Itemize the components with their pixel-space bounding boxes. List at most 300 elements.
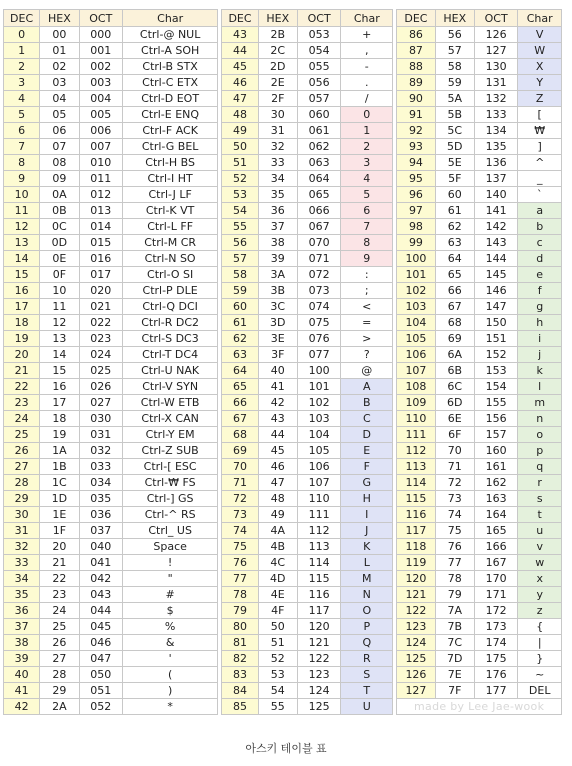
cell-dec: 0: [4, 27, 40, 43]
header-hex: HEX: [258, 10, 297, 27]
cell-char: Ctrl-K VT: [123, 203, 218, 219]
cell-dec: 50: [222, 139, 258, 155]
table-row: [4, 411, 562, 427]
cell-hex: 2E: [258, 75, 297, 91]
cell-hex: 4B: [258, 539, 297, 555]
cell-hex: 64: [435, 251, 474, 267]
cell-dec: 52: [222, 171, 258, 187]
cell-oct: 021: [79, 299, 122, 315]
cell-oct: 045: [79, 619, 122, 635]
cell-hex: 57: [435, 43, 474, 59]
cell-oct: 030: [79, 411, 122, 427]
cell-char: Ctrl-H BS: [123, 155, 218, 171]
cell-oct: 145: [474, 267, 517, 283]
cell-dec: 84: [222, 683, 258, 699]
table-row: [4, 699, 562, 715]
cell-char: *: [123, 699, 218, 715]
cell-oct: 025: [79, 363, 122, 379]
cell-dec: 22: [4, 379, 40, 395]
cell-dec: 83: [222, 667, 258, 683]
cell-dec: 9: [4, 171, 40, 187]
cell-hex: 66: [435, 283, 474, 299]
cell-hex: 34: [258, 171, 297, 187]
cell-dec: 51: [222, 155, 258, 171]
cell-char: ?: [341, 347, 393, 363]
cell-char: Ctrl-Z SUB: [123, 443, 218, 459]
cell-oct: 170: [474, 571, 517, 587]
cell-char: X: [518, 59, 562, 75]
cell-hex: 5D: [435, 139, 474, 155]
cell-oct: 137: [474, 171, 517, 187]
cell-hex: 79: [435, 587, 474, 603]
cell-dec: 114: [397, 475, 435, 491]
cell-oct: 177: [474, 683, 517, 699]
cell-char: #: [123, 587, 218, 603]
cell-char: H: [341, 491, 393, 507]
cell-hex: 40: [258, 363, 297, 379]
cell-hex: 2A: [40, 699, 79, 715]
cell-hex: 43: [258, 411, 297, 427]
cell-oct: 114: [297, 555, 340, 571]
cell-hex: 62: [435, 219, 474, 235]
cell-dec: 40: [4, 667, 40, 683]
cell-hex: 09: [40, 171, 79, 187]
cell-oct: 052: [79, 699, 122, 715]
cell-char: Y: [518, 75, 562, 91]
cell-hex: 1F: [40, 523, 79, 539]
cell-hex: 55: [258, 699, 297, 715]
cell-oct: 061: [297, 123, 340, 139]
cell-hex: 1A: [40, 443, 79, 459]
header-char: Char: [341, 10, 393, 27]
cell-char: W: [518, 43, 562, 59]
cell-dec: 27: [4, 459, 40, 475]
cell-oct: 010: [79, 155, 122, 171]
cell-dec: 65: [222, 379, 258, 395]
cell-dec: 15: [4, 267, 40, 283]
cell-oct: 060: [297, 107, 340, 123]
table-row: [4, 379, 562, 395]
cell-dec: 20: [4, 347, 40, 363]
cell-hex: 73: [435, 491, 474, 507]
cell-char: +: [341, 27, 393, 43]
cell-oct: 055: [297, 59, 340, 75]
cell-dec: 94: [397, 155, 435, 171]
cell-hex: 39: [258, 251, 297, 267]
cell-hex: 76: [435, 539, 474, 555]
cell-oct: 056: [297, 75, 340, 91]
cell-hex: 70: [435, 443, 474, 459]
cell-char: s: [518, 491, 562, 507]
cell-hex: 63: [435, 235, 474, 251]
table-row: [4, 363, 562, 379]
cell-hex: 58: [435, 59, 474, 75]
cell-oct: 077: [297, 347, 340, 363]
cell-dec: 95: [397, 171, 435, 187]
table-row: [4, 235, 562, 251]
cell-hex: 41: [258, 379, 297, 395]
cell-hex: 6A: [435, 347, 474, 363]
cell-oct: 123: [297, 667, 340, 683]
cell-hex: 15: [40, 363, 79, 379]
cell-dec: 41: [4, 683, 40, 699]
cell-hex: 6C: [435, 379, 474, 395]
cell-hex: 0A: [40, 187, 79, 203]
cell-char: [: [518, 107, 562, 123]
table-row: [4, 315, 562, 331]
cell-dec: 17: [4, 299, 40, 315]
cell-dec: 33: [4, 555, 40, 571]
cell-dec: 88: [397, 59, 435, 75]
cell-char: m: [518, 395, 562, 411]
cell-oct: 000: [79, 27, 122, 43]
cell-dec: 102: [397, 283, 435, 299]
cell-dec: 3: [4, 75, 40, 91]
cell-hex: 53: [258, 667, 297, 683]
cell-hex: 0E: [40, 251, 79, 267]
cell-char: Ctrl-F ACK: [123, 123, 218, 139]
cell-char: o: [518, 427, 562, 443]
cell-char: Ctrl-I HT: [123, 171, 218, 187]
cell-oct: 125: [297, 699, 340, 715]
cell-oct: 032: [79, 443, 122, 459]
cell-char: j: [518, 347, 562, 363]
table-row: [4, 635, 562, 651]
cell-dec: 75: [222, 539, 258, 555]
cell-oct: 012: [79, 187, 122, 203]
cell-char: N: [341, 587, 393, 603]
table-row: [4, 347, 562, 363]
cell-dec: 104: [397, 315, 435, 331]
cell-char: |: [518, 635, 562, 651]
cell-oct: 154: [474, 379, 517, 395]
cell-oct: 120: [297, 619, 340, 635]
table-row: [4, 299, 562, 315]
cell-dec: 30: [4, 507, 40, 523]
cell-char: h: [518, 315, 562, 331]
cell-hex: 7F: [435, 683, 474, 699]
cell-char: c: [518, 235, 562, 251]
cell-dec: 34: [4, 571, 40, 587]
cell-oct: 064: [297, 171, 340, 187]
cell-char: _: [518, 171, 562, 187]
cell-dec: 21: [4, 363, 40, 379]
cell-oct: 075: [297, 315, 340, 331]
cell-hex: 65: [435, 267, 474, 283]
cell-oct: 022: [79, 315, 122, 331]
cell-dec: 43: [222, 27, 258, 43]
cell-oct: 166: [474, 539, 517, 555]
cell-char: ;: [341, 283, 393, 299]
cell-hex: 56: [435, 27, 474, 43]
header-oct: OCT: [297, 10, 340, 27]
cell-oct: 031: [79, 427, 122, 443]
cell-dec: 77: [222, 571, 258, 587]
header-oct: OCT: [79, 10, 122, 27]
cell-char: D: [341, 427, 393, 443]
table-row: [4, 187, 562, 203]
cell-dec: 93: [397, 139, 435, 155]
cell-char: k: [518, 363, 562, 379]
cell-oct: 011: [79, 171, 122, 187]
cell-hex: 7A: [435, 603, 474, 619]
cell-char: b: [518, 219, 562, 235]
cell-oct: 134: [474, 123, 517, 139]
cell-dec: 124: [397, 635, 435, 651]
cell-char: r: [518, 475, 562, 491]
cell-oct: 001: [79, 43, 122, 59]
cell-oct: 110: [297, 491, 340, 507]
cell-oct: 047: [79, 651, 122, 667]
header-char: Char: [123, 10, 218, 27]
cell-oct: 163: [474, 491, 517, 507]
cell-oct: 131: [474, 75, 517, 91]
cell-oct: 034: [79, 475, 122, 491]
cell-char: ^: [518, 155, 562, 171]
cell-char: 2: [341, 139, 393, 155]
cell-hex: 7B: [435, 619, 474, 635]
cell-dec: 79: [222, 603, 258, 619]
cell-oct: 165: [474, 523, 517, 539]
cell-hex: 74: [435, 507, 474, 523]
cell-hex: 00: [40, 27, 79, 43]
cell-dec: 101: [397, 267, 435, 283]
cell-dec: 6: [4, 123, 40, 139]
cell-hex: 49: [258, 507, 297, 523]
table-row: [4, 571, 562, 587]
cell-oct: 007: [79, 139, 122, 155]
cell-hex: 18: [40, 411, 79, 427]
cell-oct: 013: [79, 203, 122, 219]
cell-dec: 119: [397, 555, 435, 571]
cell-oct: 171: [474, 587, 517, 603]
cell-oct: 112: [297, 523, 340, 539]
cell-oct: 041: [79, 555, 122, 571]
cell-dec: 89: [397, 75, 435, 91]
cell-oct: 103: [297, 411, 340, 427]
cell-hex: 1C: [40, 475, 79, 491]
header-dec: DEC: [397, 10, 435, 27]
cell-hex: 29: [40, 683, 79, 699]
cell-dec: 14: [4, 251, 40, 267]
cell-char: Ctrl-V SYN: [123, 379, 218, 395]
cell-char: DEL: [518, 683, 562, 699]
cell-char: Ctrl-N SO: [123, 251, 218, 267]
cell-dec: 99: [397, 235, 435, 251]
cell-dec: 5: [4, 107, 40, 123]
cell-char: q: [518, 459, 562, 475]
table-row: [4, 587, 562, 603]
cell-char: t: [518, 507, 562, 523]
cell-dec: 61: [222, 315, 258, 331]
cell-oct: 104: [297, 427, 340, 443]
table-row: [4, 523, 562, 539]
cell-oct: 040: [79, 539, 122, 555]
cell-dec: 57: [222, 251, 258, 267]
cell-char: Ctrl_ US: [123, 523, 218, 539]
cell-oct: 050: [79, 667, 122, 683]
cell-char: ~: [518, 667, 562, 683]
cell-hex: 5A: [435, 91, 474, 107]
cell-hex: 37: [258, 219, 297, 235]
cell-char: 1: [341, 123, 393, 139]
cell-char: =: [341, 315, 393, 331]
cell-oct: 135: [474, 139, 517, 155]
header-oct: OCT: [474, 10, 517, 27]
cell-char: :: [341, 267, 393, 283]
cell-hex: 01: [40, 43, 79, 59]
cell-dec: 97: [397, 203, 435, 219]
cell-dec: 66: [222, 395, 258, 411]
cell-hex: 04: [40, 91, 79, 107]
cell-char: <: [341, 299, 393, 315]
cell-dec: 111: [397, 427, 435, 443]
cell-hex: 3E: [258, 331, 297, 347]
cell-hex: 35: [258, 187, 297, 203]
cell-dec: 125: [397, 651, 435, 667]
cell-hex: 36: [258, 203, 297, 219]
table-row: [4, 619, 562, 635]
cell-dec: 10: [4, 187, 40, 203]
cell-dec: 121: [397, 587, 435, 603]
cell-oct: 174: [474, 635, 517, 651]
cell-hex: 68: [435, 315, 474, 331]
table-row: [4, 683, 562, 699]
table-row: [4, 203, 562, 219]
table-row: [4, 251, 562, 267]
cell-hex: 06: [40, 123, 79, 139]
cell-char: O: [341, 603, 393, 619]
cell-hex: 75: [435, 523, 474, 539]
cell-hex: 6E: [435, 411, 474, 427]
cell-char: K: [341, 539, 393, 555]
cell-char: Ctrl-X CAN: [123, 411, 218, 427]
cell-dec: 28: [4, 475, 40, 491]
cell-hex: 23: [40, 587, 79, 603]
cell-oct: 147: [474, 299, 517, 315]
cell-dec: 87: [397, 43, 435, 59]
cell-dec: 105: [397, 331, 435, 347]
cell-char: Ctrl-Q DCI: [123, 299, 218, 315]
cell-dec: 92: [397, 123, 435, 139]
cell-char: `: [518, 187, 562, 203]
cell-hex: 44: [258, 427, 297, 443]
cell-oct: 062: [297, 139, 340, 155]
cell-char: ': [123, 651, 218, 667]
cell-hex: 3B: [258, 283, 297, 299]
cell-char: .: [341, 75, 393, 91]
cell-char: l: [518, 379, 562, 395]
cell-hex: 51: [258, 635, 297, 651]
cell-oct: 172: [474, 603, 517, 619]
cell-hex: 20: [40, 539, 79, 555]
cell-hex: 02: [40, 59, 79, 75]
cell-hex: 3F: [258, 347, 297, 363]
cell-char: %: [123, 619, 218, 635]
credit-text: made by Lee Jae-wook: [397, 699, 562, 715]
cell-oct: 132: [474, 91, 517, 107]
cell-oct: 073: [297, 283, 340, 299]
cell-hex: 11: [40, 299, 79, 315]
cell-hex: 25: [40, 619, 79, 635]
cell-char: z: [518, 603, 562, 619]
cell-dec: 74: [222, 523, 258, 539]
cell-dec: 110: [397, 411, 435, 427]
cell-hex: 3C: [258, 299, 297, 315]
cell-dec: 38: [4, 635, 40, 651]
cell-oct: 113: [297, 539, 340, 555]
cell-char: F: [341, 459, 393, 475]
cell-dec: 53: [222, 187, 258, 203]
cell-char: U: [341, 699, 393, 715]
cell-dec: 16: [4, 283, 40, 299]
cell-oct: 160: [474, 443, 517, 459]
cell-dec: 37: [4, 619, 40, 635]
cell-char: Ctrl-D EOT: [123, 91, 218, 107]
cell-hex: 60: [435, 187, 474, 203]
cell-char: Ctrl-J LF: [123, 187, 218, 203]
cell-char: (: [123, 667, 218, 683]
cell-oct: 004: [79, 91, 122, 107]
cell-hex: 19: [40, 427, 79, 443]
cell-oct: 005: [79, 107, 122, 123]
cell-dec: 35: [4, 587, 40, 603]
cell-oct: 106: [297, 459, 340, 475]
cell-dec: 7: [4, 139, 40, 155]
cell-dec: 63: [222, 347, 258, 363]
cell-hex: 4A: [258, 523, 297, 539]
cell-char: Ctrl-@ NUL: [123, 27, 218, 43]
cell-hex: 0B: [40, 203, 79, 219]
cell-dec: 11: [4, 203, 40, 219]
cell-char: Ctrl-M CR: [123, 235, 218, 251]
cell-dec: 116: [397, 507, 435, 523]
cell-char: B: [341, 395, 393, 411]
table-row: [4, 219, 562, 235]
ascii-table-body: [4, 27, 562, 715]
cell-dec: 78: [222, 587, 258, 603]
cell-oct: 053: [297, 27, 340, 43]
cell-hex: 27: [40, 651, 79, 667]
cell-dec: 67: [222, 411, 258, 427]
cell-dec: 42: [4, 699, 40, 715]
cell-dec: 26: [4, 443, 40, 459]
ascii-table: [3, 9, 562, 715]
cell-char: d: [518, 251, 562, 267]
cell-oct: 173: [474, 619, 517, 635]
cell-oct: 023: [79, 331, 122, 347]
cell-oct: 146: [474, 283, 517, 299]
cell-oct: 157: [474, 427, 517, 443]
table-row: [4, 267, 562, 283]
cell-char: u: [518, 523, 562, 539]
cell-char: &: [123, 635, 218, 651]
cell-char: n: [518, 411, 562, 427]
table-row: [4, 27, 562, 43]
cell-dec: 29: [4, 491, 40, 507]
cell-oct: 121: [297, 635, 340, 651]
cell-dec: 73: [222, 507, 258, 523]
cell-oct: 002: [79, 59, 122, 75]
cell-hex: 1E: [40, 507, 79, 523]
cell-oct: 003: [79, 75, 122, 91]
table-row: [4, 123, 562, 139]
cell-hex: 0F: [40, 267, 79, 283]
cell-oct: 140: [474, 187, 517, 203]
table-row: [4, 91, 562, 107]
cell-char: 0: [341, 107, 393, 123]
cell-dec: 69: [222, 443, 258, 459]
